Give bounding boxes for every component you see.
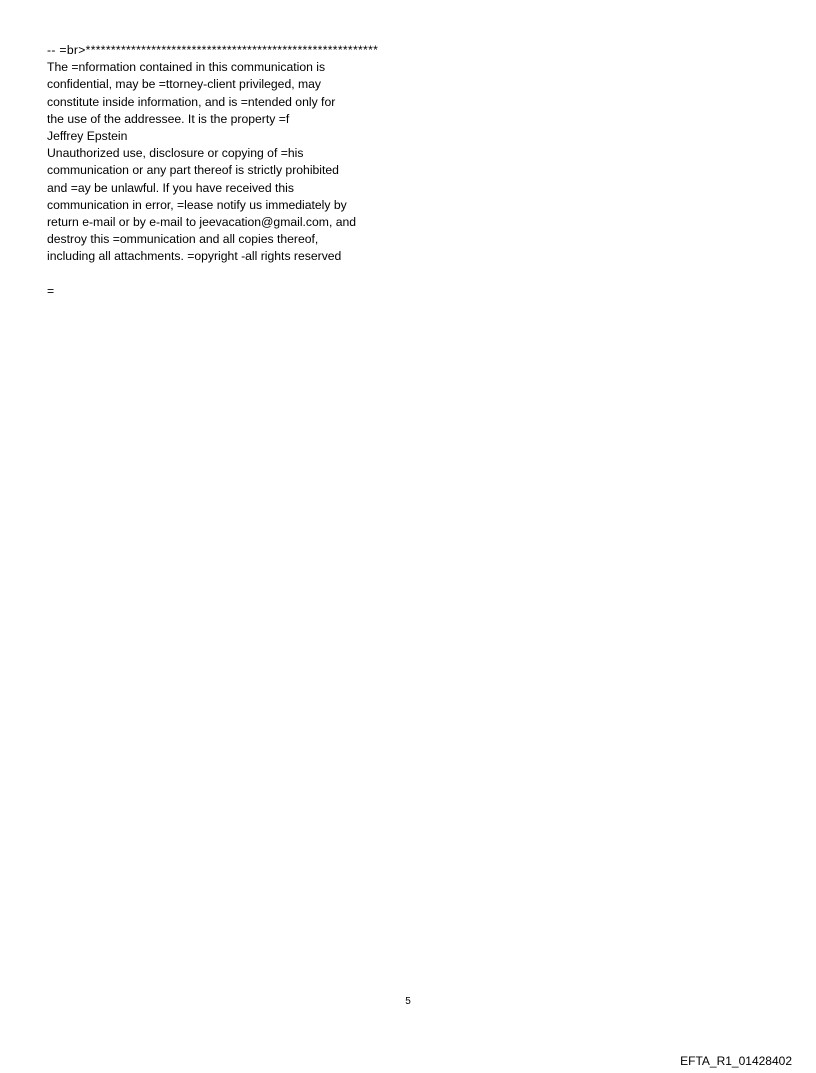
disclaimer-line: Jeffrey Epstein bbox=[47, 128, 128, 143]
disclaimer-line: including all attachments. =opyright -all rights reserved bbox=[47, 249, 342, 264]
disclaimer-line: destroy this =ommunication and all copies thereof, bbox=[47, 232, 319, 247]
disclaimer-line: communication or any part thereof is strictly prohibited bbox=[47, 163, 339, 178]
email-disclaimer-text bbox=[47, 42, 607, 300]
disclaimer-line: constitute inside information, and is =ntended only for bbox=[47, 94, 336, 109]
disclaimer-line: confidential, may be =ttorney-client privileged, may bbox=[47, 77, 322, 92]
trailing-equals-mark: = bbox=[47, 283, 55, 298]
blank-line bbox=[47, 265, 607, 282]
disclaimer-line: and =ay be unlawful. If you have received this bbox=[47, 180, 294, 195]
disclaimer-line: communication in error, =lease notify us immediately by bbox=[47, 197, 347, 212]
bates-number: EFTA_R1_01428402 bbox=[680, 1054, 792, 1068]
disclaimer-line: the use of the addressee. It is the property =f bbox=[47, 111, 290, 126]
separator-line: -- =br>********************************************************** bbox=[47, 43, 379, 57]
disclaimer-line: Unauthorized use, disclosure or copying of =his bbox=[47, 146, 304, 161]
disclaimer-line: The =nformation contained in this communication is bbox=[47, 60, 326, 75]
disclaimer-line: return e-mail or by e-mail to jeevacation@gmail.com, and bbox=[47, 214, 357, 229]
page-number: 5 bbox=[405, 996, 411, 1007]
